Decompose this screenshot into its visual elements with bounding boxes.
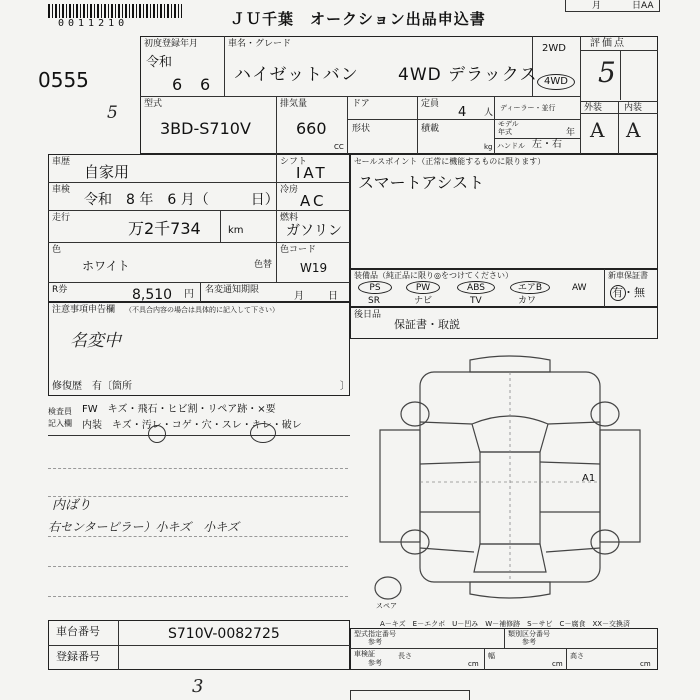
- notes-hand: 名変中: [70, 331, 121, 351]
- fuel-label: 燃料: [280, 213, 299, 223]
- equip-tv: TV: [470, 296, 482, 306]
- first-reg-era: 令和: [146, 55, 173, 70]
- model-value: 3BD-S710V: [160, 119, 251, 138]
- category-number-label: 類別区分番号: [508, 630, 550, 638]
- mileage-unit: km: [228, 225, 244, 236]
- handle-label: ハンドル: [497, 142, 525, 150]
- type-designation-label: 型式指定番号: [354, 630, 396, 638]
- dims-width: 幅: [488, 652, 495, 660]
- car-name: ハイゼットバン: [234, 65, 359, 85]
- form-title: ＪＵ千葉 オークション出品申込書: [230, 10, 486, 28]
- inspector-fw: FW キズ・飛石・ヒビ割・リペア跡・×要: [82, 404, 276, 415]
- equipment-label: 装備品（純正品に限り◎をつけてください）: [354, 271, 513, 280]
- inspector-circle-2: [250, 423, 276, 443]
- car-damage-diagram: [360, 352, 660, 612]
- exterior-label: 外装: [584, 103, 603, 113]
- day-label: 日AA: [632, 1, 654, 11]
- category-number-ref: 参考: [522, 638, 536, 646]
- capacity-value: 4: [458, 105, 467, 120]
- later-value: 保証書・取説: [394, 318, 460, 331]
- dealer-label: ディーラー・並行: [500, 104, 556, 112]
- warranty-value: 有・無: [612, 286, 645, 299]
- equip-pw: PW: [406, 281, 440, 294]
- rating-value: 5: [598, 56, 616, 89]
- first-reg-month: 6: [200, 75, 211, 94]
- model-year-label: モデル 年式: [498, 120, 519, 136]
- shift-value: IAT: [296, 164, 328, 182]
- equip-navi: ナビ: [414, 296, 433, 306]
- inspector-label-2: 記入欄: [48, 419, 72, 428]
- exterior-value: A: [590, 118, 605, 142]
- car-name-label: 車名・グレード: [228, 39, 292, 49]
- car-grade: 4WD デラックス: [398, 65, 538, 85]
- recycle-unit: 円: [184, 289, 194, 300]
- aircon-value: AC: [300, 192, 327, 210]
- sales-point-value: スマートアシスト: [358, 173, 485, 192]
- rating-label: 評価点: [590, 38, 626, 49]
- reg-number-label: 登録番号: [56, 650, 100, 663]
- displacement-value: 660: [296, 119, 327, 138]
- interior-value: A: [626, 118, 641, 142]
- sales-point-box: [350, 154, 658, 269]
- first-reg-label: 初度登録年月: [144, 39, 199, 49]
- color-value: ホワイト: [82, 259, 130, 273]
- diagram-spare: スペア: [376, 602, 397, 610]
- month-label: 月: [592, 1, 602, 11]
- equip-ps: PS: [358, 281, 392, 294]
- later-label: 後日品: [354, 310, 382, 320]
- mileage-value: 万2千734: [128, 219, 201, 238]
- warranty-circle: [610, 285, 626, 301]
- handwritten-number: 5: [107, 103, 118, 123]
- interior-label: 内装: [624, 103, 643, 113]
- color-interior-label: 色替: [254, 260, 273, 270]
- footer-edge-box: [350, 690, 470, 700]
- dims-vehicle-label: 車検証: [354, 650, 375, 658]
- barcode: [48, 4, 182, 18]
- chassis-value: S710V-0082725: [168, 626, 280, 642]
- shape-label: 形状: [352, 124, 371, 134]
- diagram-mark-a1: A1: [582, 473, 596, 484]
- mileage-label: 走行: [52, 213, 71, 223]
- notes-sublabel: （不具合内容の場合は具体的に記入して下さい）: [125, 306, 279, 314]
- color-code-label: 色コード: [280, 245, 317, 255]
- dims-height: 高さ: [570, 652, 584, 660]
- equip-sr: SR: [368, 296, 380, 306]
- first-reg-year: 6: [172, 75, 183, 94]
- recycle-label: R券: [52, 285, 68, 295]
- repair-label: 修復歴: [52, 381, 82, 392]
- name-change-month: 月: [294, 291, 304, 302]
- doors-label: ドア: [352, 99, 370, 109]
- hand-note-1: 内ばり: [52, 498, 92, 513]
- displacement-unit: CC: [334, 143, 344, 151]
- dims-width-unit: cm: [552, 660, 563, 668]
- model-label: 型式: [144, 99, 163, 109]
- warranty-label: 新車保証書: [608, 271, 648, 280]
- chassis-label: 車台番号: [56, 625, 100, 638]
- name-change-day: 日: [328, 291, 338, 302]
- serial-number: 0011210: [58, 18, 129, 29]
- drive-2wd: 2WD: [542, 43, 566, 54]
- equip-airbag: エアB: [510, 281, 550, 294]
- dims-length-unit: cm: [468, 660, 479, 668]
- load-label: 積載: [421, 124, 440, 134]
- inspection-value: 令和 8 年 6 月（ 日）: [84, 192, 279, 208]
- footer-hand: 3: [192, 676, 204, 697]
- inspector-inside: 内装 キズ・汚レ・コゲ・穴・スレ・キレ・破レ: [82, 420, 302, 431]
- color-code-value: W19: [300, 261, 328, 275]
- equip-leather: カワ: [518, 296, 537, 306]
- inspector-circle-1: [148, 425, 166, 443]
- load-unit: kg: [484, 143, 493, 151]
- diagram-legend: A－キズ E－エクボ U－凹み W－補修跡 S－サビ C－腐食 XX－交換済: [380, 620, 631, 628]
- drive-4wd-circled: 4WD: [537, 74, 575, 90]
- sales-point-label: セールスポイント（正常に機能するものに限ります）: [354, 157, 546, 166]
- equip-aw: AW: [572, 283, 587, 293]
- equip-abs: ABS: [457, 281, 495, 294]
- lot-number: 0555: [38, 68, 89, 92]
- color-label: 色: [52, 245, 62, 255]
- type-designation-ref: 参考: [368, 638, 382, 646]
- capacity-label: 定員: [421, 99, 440, 109]
- fuel-value: ガソリン: [286, 223, 342, 239]
- inspector-label-1: 検査員: [48, 407, 72, 416]
- dims-ref: 参考: [368, 659, 382, 667]
- name-change-label: 名変通知期限: [205, 285, 260, 295]
- dims-length: 長さ: [398, 652, 412, 660]
- dims-height-unit: cm: [640, 660, 651, 668]
- aircon-label: 冷房: [280, 185, 299, 195]
- handle-value: 左・右: [532, 139, 562, 150]
- repair-value: 有〔箇所: [92, 381, 132, 392]
- history-label: 車歴: [52, 157, 71, 167]
- history-value: 自家用: [84, 163, 130, 181]
- model-year-unit: 年: [566, 128, 576, 138]
- hand-note-2: 右センターピラー）小キズ 小キズ: [48, 520, 240, 534]
- recycle-value: 8,510: [132, 287, 173, 303]
- inspection-label: 車検: [52, 185, 71, 195]
- displacement-label: 排気量: [280, 99, 308, 109]
- notes-label: 注意事項申告欄: [52, 305, 116, 315]
- repair-close: 〕: [340, 381, 350, 392]
- capacity-unit: 人: [484, 108, 494, 118]
- shift-label: シフト: [280, 157, 308, 167]
